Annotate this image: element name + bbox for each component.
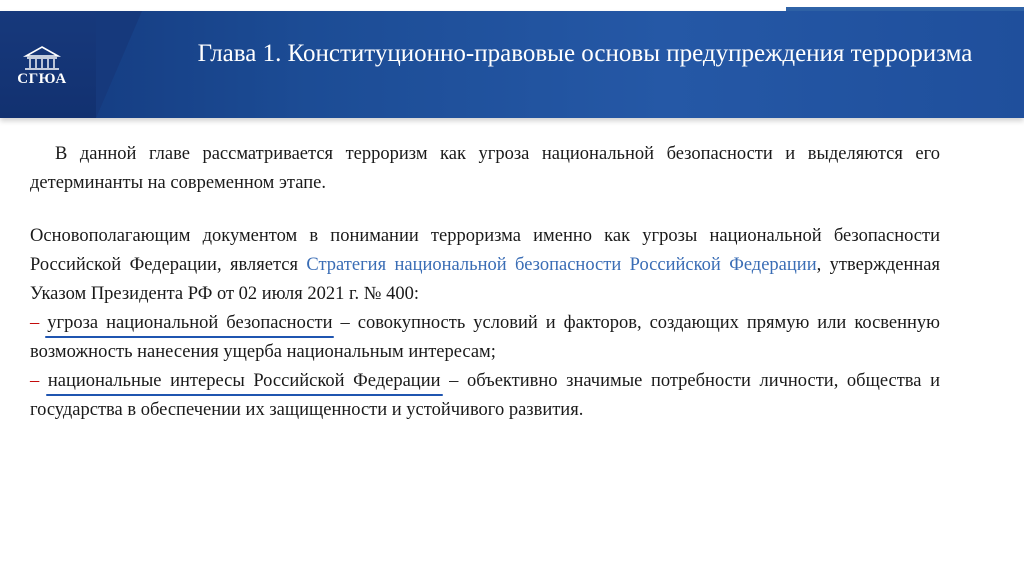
definition-item (30, 367, 940, 425)
slide-header (0, 11, 1024, 118)
definition-text: – совокупность условий и факторов, создающих прямую или косвенную возможность нанесения ущерба национальным интересам; (30, 313, 941, 362)
intro-paragraph: В данной главе рассматривается терроризм как угроза национальной безопасности и выделяются его детерминанты на современном этапе. (30, 144, 940, 193)
dash-marker: – (30, 371, 40, 391)
university-logo (14, 45, 70, 91)
slide-body (30, 140, 940, 425)
dash-marker: – (30, 313, 40, 333)
slide-title: Глава 1. Конституционно-правовые основы предупреждения терроризма (197, 40, 973, 67)
strategy-text-start: Основополагающим документом в понимании терроризма именно как угрозы национальной безопасности Российской Федерации, является (30, 226, 940, 275)
logo-panel (0, 11, 96, 118)
strategy-paragraph (30, 222, 940, 309)
strategy-link[interactable]: Стратегия национальной безопасности Российской Федерации (306, 255, 817, 275)
logo-text: СГЮА (17, 71, 67, 87)
logo-triangle (96, 11, 142, 118)
strategy-text-end: , утвержденная Указом Президента РФ от 02 июля 2021 г. № 400: (30, 255, 940, 304)
definition-term: национальные интересы Российской Федерации (47, 371, 441, 391)
definition-text: – объективно значимые потребности личности, общества и государства в обеспечении их защищенности и устойчивого развития. (30, 371, 940, 420)
definition-item (30, 309, 940, 367)
definition-term: угроза национальной безопасности (47, 313, 333, 333)
